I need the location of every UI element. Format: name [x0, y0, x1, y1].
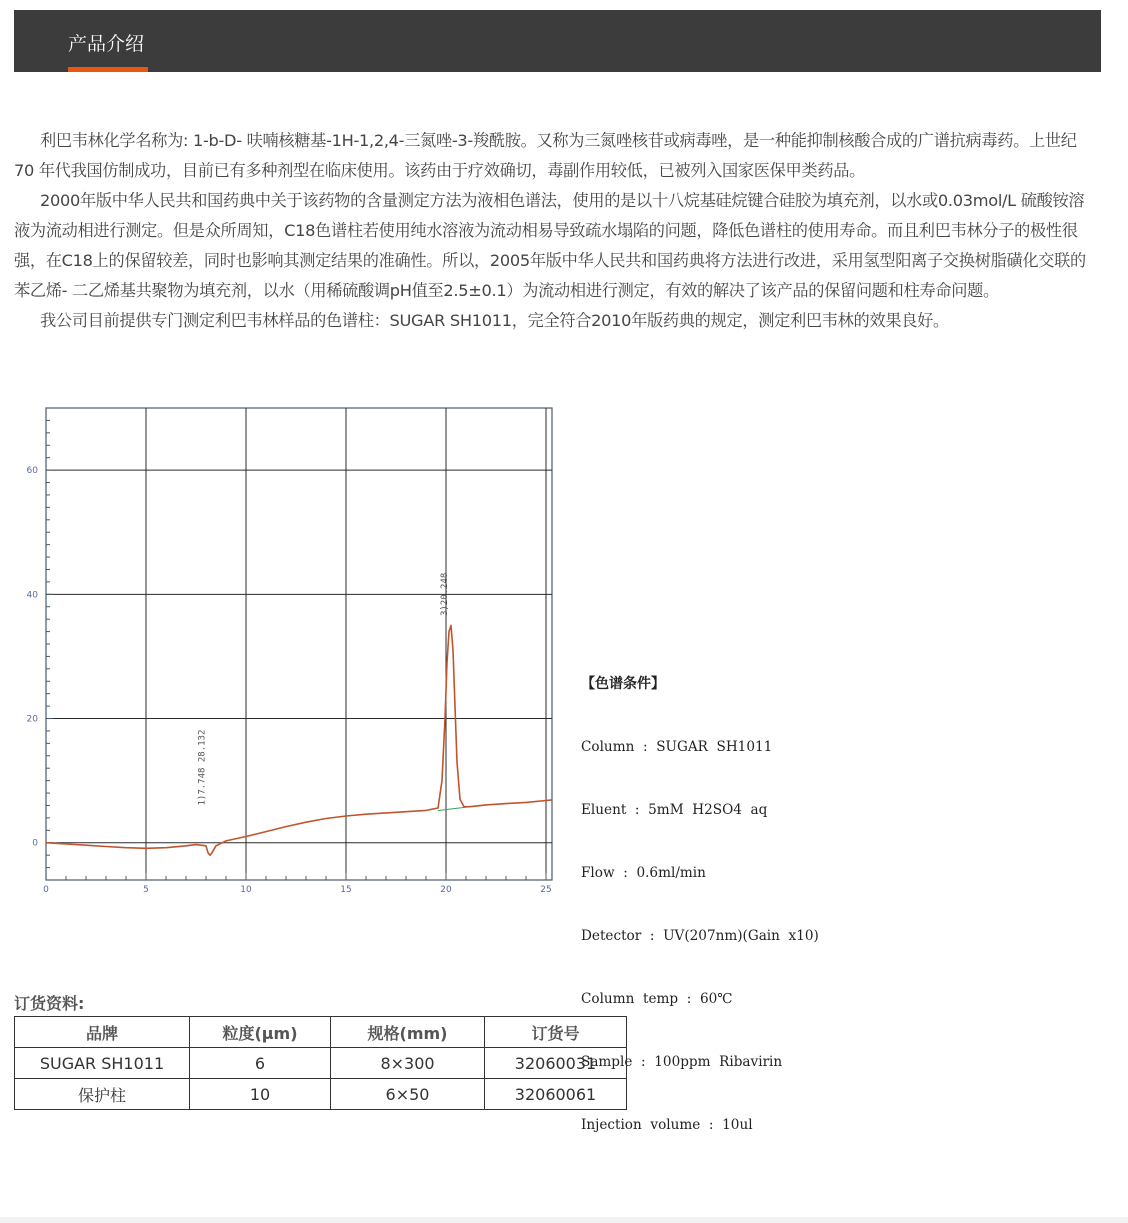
intro-text: [14, 126, 1094, 336]
plot-frame: [46, 408, 552, 880]
y-tick-label: 0: [32, 838, 38, 849]
x-tick-label: 0: [43, 885, 49, 895]
peak-label: 1)7.748 28.132: [197, 729, 208, 806]
condition-line: Sample : 100ppm Ribavirin: [581, 1054, 783, 1070]
page-title: 产品介绍: [68, 33, 145, 55]
table-cell: 6: [190, 1048, 331, 1079]
page-footer-strip: [0, 1217, 1128, 1223]
x-tick-label: 20: [440, 885, 452, 895]
condition-line: Column : SUGAR SH1011: [581, 739, 773, 755]
x-tick-label: 15: [340, 885, 352, 895]
table-cell: 保护柱: [15, 1079, 190, 1110]
table-cell: 6×50: [331, 1079, 485, 1110]
table-cell: 32060031: [485, 1048, 627, 1079]
table-cell: SUGAR SH1011: [15, 1048, 190, 1079]
condition-line: Injection volume : 10ul: [581, 1117, 753, 1133]
column-header: 订货号: [485, 1017, 627, 1048]
x-tick-label: 10: [240, 885, 252, 895]
peak-label: 3)20.248: [439, 572, 450, 617]
table-row: [15, 1079, 627, 1110]
x-tick-label: 5: [143, 885, 149, 895]
table-row: [15, 1048, 627, 1079]
condition-line: Eluent : 5mM H2SO4 aq: [581, 802, 768, 818]
table-cell: 10: [190, 1079, 331, 1110]
condition-line: Flow : 0.6ml/min: [581, 865, 706, 881]
table-cell: 32060061: [485, 1079, 627, 1110]
title-underline: [68, 67, 148, 72]
chromatogram-chart: [22, 404, 562, 904]
intro-paragraph: 利巴韦林化学名称为: 1-b-D- 呋喃核糖基-1H-1,2,4-三氮唑-3-羧酰胺。又称为三氮唑核苷或病毒唑，是一种能抑制核酸合成的广谱抗病毒药。上世纪70 年代我国仿制成功，目前已有多种剂型在临床使用。该药由于疗效确切，毒副作用较低，已被列入国家医保甲类药品。: [14, 131, 1077, 180]
condition-line: Detector : UV(207nm)(Gain x10): [581, 928, 819, 944]
y-tick-label: 20: [26, 714, 38, 725]
table-header-row: [15, 1017, 627, 1048]
y-tick-label: 60: [26, 466, 38, 477]
order-table: [14, 1016, 627, 1110]
condition-line: Column temp : 60℃: [581, 991, 733, 1007]
header-bar: [14, 10, 1101, 72]
column-header: 规格(mm): [331, 1017, 485, 1048]
table-cell: 8×300: [331, 1048, 485, 1079]
conditions-title: 【色谱条件】: [581, 676, 665, 692]
intro-paragraph: 2000年版中华人民共和国药典中关于该药物的含量测定方法为液相色谱法，使用的是以十八烷基硅烷键合硅胶为填充剂，以水或0.03mol/L 硫酸铵溶液为流动相进行测定。但是众所周知，C18色谱柱若使用纯水溶液为流动相易导致疏水塌陷的问题，降低色谱柱的使用寿命。而且利巴韦林分子的极性很强，在C18上的保留较差，同时也影响其测定结果的准确性。所以，2005年版中华人民共和国药典将方法进行改进，采用氢型阳离子交换树脂磺化交联的苯乙烯- 二乙烯基共聚物为填充剂，以水（用稀硫酸调pH值至2.5±0.1）为流动相进行测定，有效的解决了该产品的保留问题和柱寿命问题。: [14, 191, 1086, 300]
x-tick-label: 25: [540, 885, 552, 895]
column-header: 粒度(μm): [190, 1017, 331, 1048]
y-tick-label: 40: [26, 590, 38, 601]
intro-paragraph: 我公司目前提供专门测定利巴韦林样品的色谱柱：SUGAR SH1011，完全符合2010年版药典的规定，测定利巴韦林的效果良好。: [40, 311, 949, 330]
order-info-title: 订货资料:: [14, 994, 85, 1013]
column-header: 品牌: [15, 1017, 190, 1048]
